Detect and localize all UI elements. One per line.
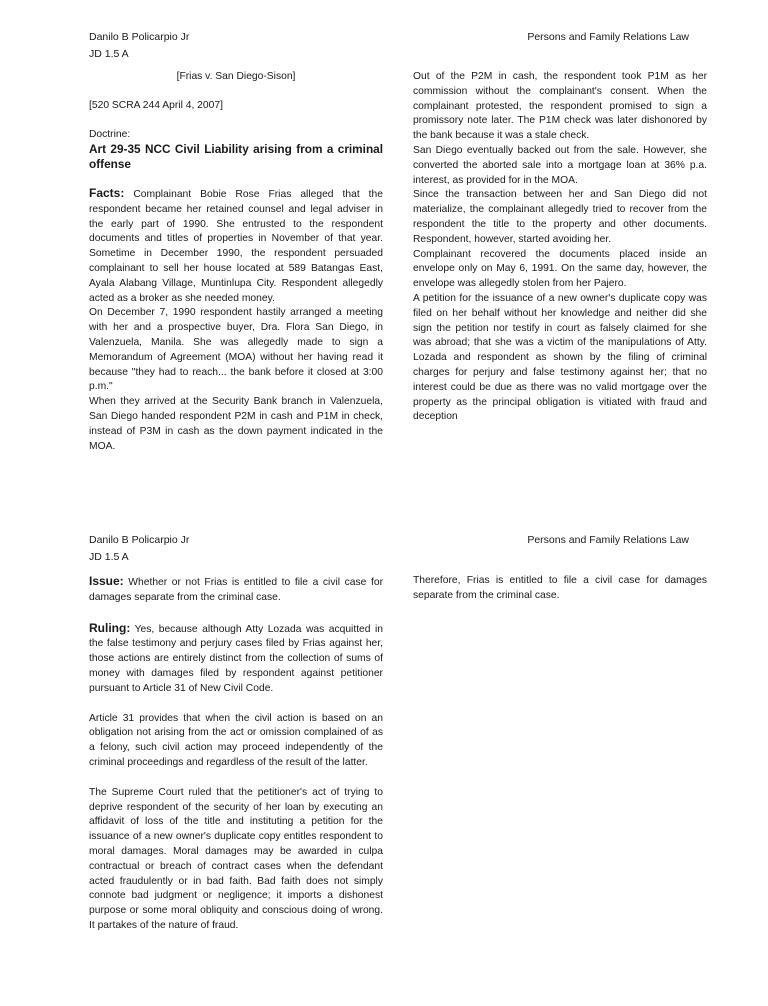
right-paragraph-4: Complainant recovered the documents placed inside an envelope only on May 6, 1991. On the same day, however, the envelope was allegedly stolen from her Pajero. [413, 248, 707, 290]
issue-label: Issue: [89, 574, 124, 588]
facts-text-1: Complainant Bobie Rose Frias alleged that the respondent became her retained counsel and legal adviser in the early part of 1990. She entrusted to the respondent documents and titles of properties in November of that year. Sometime in December 1990, the respondent persuaded complainant to sell her house located at 589 Batangas East, Ayala Alabang Village, Muntinlupa City. Respondent allegedly acted as a broker as she needed money. [89, 188, 383, 304]
issue-text: Whether or not Frias is entitled to file a civil case for damages separate from the criminal case. [89, 577, 383, 603]
right-paragraph-1: Out of the P2M in cash, the respondent took P1M as her commission without the complainant's consent. When the complainant protested, the respondent promised to sign a promissory note later. The P1M check was later dishonored by the bank because it was a stale check. [413, 71, 707, 142]
ruling-paragraph [89, 621, 383, 697]
supreme-court-paragraph: The Supreme Court ruled that the petitioner's act of trying to deprive respondent of the security of her loan by executing an affidavit of loss of the title and instituting a petition for the issuance of a new owner's duplicate copy entitles respondent to moral damages. Moral damages may be awarded in culpa contractual or breach of contract cases when the defendant acted fraudulently or in bad faith. Bad faith does not simply connote bad judgment or negligence; it imports a dishonest purpose or some moral obliquity and conscious doing of wrong. It partakes of the nature of fraud. [89, 786, 383, 931]
page1-right-column [413, 70, 707, 425]
page2-left-column [89, 574, 383, 934]
doctrine-label: Doctrine: [89, 128, 131, 140]
right-paragraph-5: A petition for the issuance of a new owner's duplicate copy was filed on her behalf without her knowledge and neither did she sign the petition nor testify in court as falsely claimed for she was abroad; that she was a victim of the manipulations of Atty. Lozada and respondent as shown by the filing of criminal charges for perjury and false testimony against her; that no interest could be due as there was no valid mortgage over the property as the principal obligation is vitiated with fraud and deception [413, 292, 707, 423]
facts-paragraph-3: When they arrived at the Security Bank branch in Valenzuela, San Diego handed respondent P2M in cash and P1M in check, instead of P3M in cash as the down payment indicated in the MOA. [89, 396, 383, 452]
case-title: [Frias v. San Diego-Sison] [176, 71, 296, 82]
page2-subject: Persons and Family Relations Law [527, 534, 689, 546]
issue-paragraph [89, 574, 383, 606]
page1-header-left [89, 29, 189, 63]
page2-right-column [413, 574, 707, 604]
author-name: Danilo B Policarpio Jr [89, 31, 190, 43]
page1-subject: Persons and Family Relations Law [527, 31, 689, 43]
page1-left-column [89, 70, 383, 454]
article-31-paragraph: Article 31 provides that when the civil action is based on an obligation not arising from the act or omission complained of as a felony, such civil action may proceed independently of the criminal proceedings and regardless of the result of the latter. [89, 712, 383, 768]
author-name: Danilo B Policarpio Jr [89, 534, 190, 546]
conclusion-paragraph: Therefore, Frias is entitled to file a civil case for damages separate from the criminal case. [413, 575, 707, 601]
page2-header-left [89, 532, 189, 566]
course-code: JD 1.5 A [89, 48, 129, 60]
facts-label: Facts: [89, 185, 125, 200]
facts-paragraph-2: On December 7, 1990 respondent hastily arranged a meeting with her and a prospective buyer, Dra. Flora San Diego, in Valenzuela, Manila. She was allegedly made to sign a Memorandum of Agreement (MOA) without her having read it because "they had to reach... the bank before it closed at 3:00 p.m." [89, 307, 383, 393]
right-paragraph-2: San Diego eventually backed out from the sale. However, she converted the aborted sale into a mortgage loan at 36% p.a. interest, as provided for in the MOA. [413, 144, 707, 186]
doctrine-title: Art 29-35 NCC Civil Liability arising from a criminal offense [89, 142, 383, 172]
ruling-text: Yes, because although Atty Lozada was acquitted in the false testimony and perjury cases filed by Frias against her, those actions are entirely distinct from the collection of sums of money with damages filed by respondent against petitioner pursuant to Article 31 of New Civil Code. [89, 623, 383, 694]
course-code: JD 1.5 A [89, 551, 129, 563]
ruling-label: Ruling: [89, 620, 131, 635]
facts-paragraph-1 [89, 186, 383, 306]
right-paragraph-3: Since the transaction between her and San Diego did not materialize, the complainant allegedly tried to recover from the respondent the title to the property and other documents. Respondent, however, started avoiding her. [413, 189, 707, 245]
case-citation: [520 SCRA 244 April 4, 2007] [89, 99, 223, 111]
